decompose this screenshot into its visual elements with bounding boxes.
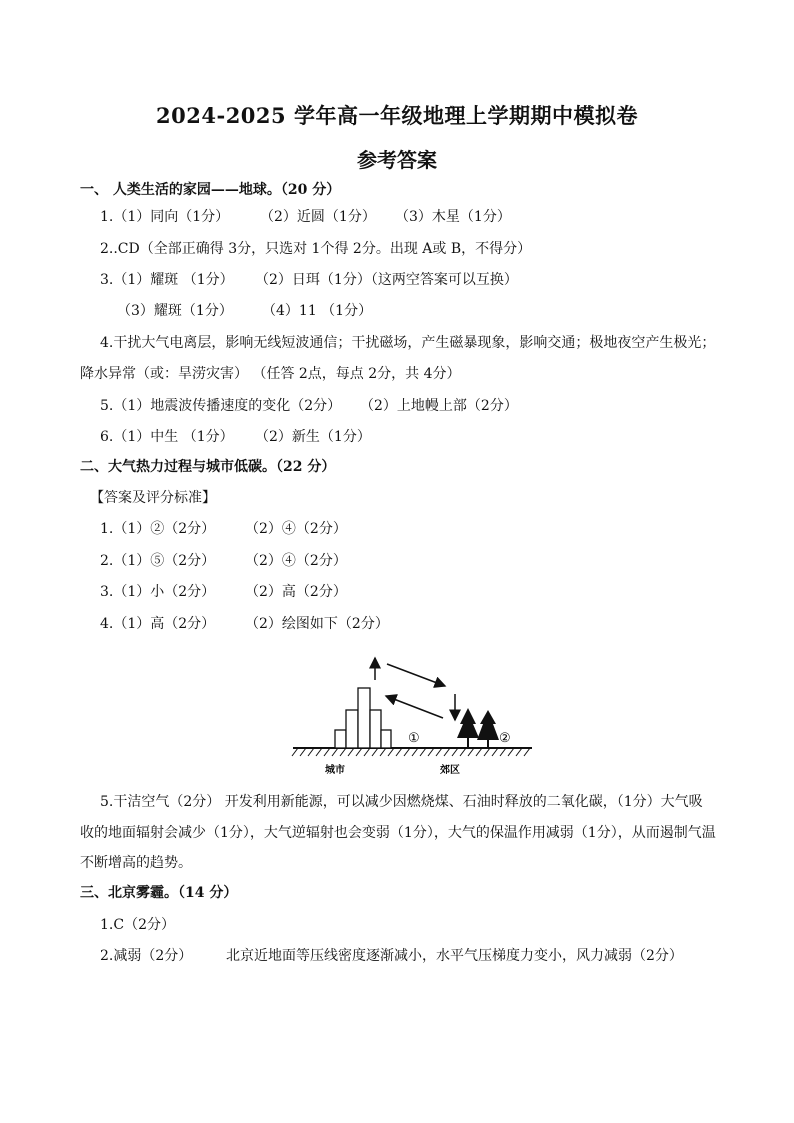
- upper-flow-arrow: [387, 664, 445, 686]
- s3-q2-part1: 2.减弱（2分）: [100, 948, 193, 964]
- s1-q4-line1: 4.干扰大气电离层，影响无线短波通信；干扰磁场，产生磁暴现象，影响交通；极地夜空产生极光；: [100, 335, 716, 351]
- s1-q3-part4: （4）11 （1分）: [262, 303, 373, 319]
- s1-q1-part1: 1.（1）同向（1分）: [100, 209, 230, 225]
- section-1-heading: 一、 人类生活的家园——地球。（20 分）: [80, 182, 341, 198]
- suburb-trees-icon: [457, 708, 499, 748]
- marker-2: ②: [499, 731, 511, 746]
- s2-q5-line1: 5.干洁空气（2分） 开发利用新能源，可以减少因燃烧煤、石油时释放的二氧化碳，（1分）大气吸: [100, 794, 703, 810]
- s1-q1-part3: （3）木星（1分）: [395, 209, 511, 225]
- section-2-heading: 二、大气热力过程与城市低碳。（22 分）: [80, 459, 336, 475]
- s1-q6-part2: （2）新生（1分）: [255, 429, 371, 445]
- s2-q1-part2: （2）④（2分）: [245, 521, 347, 537]
- s3-q2-part2: 北京近地面等压线密度逐渐减小，水平气压梯度力变小，风力减弱（2分）: [226, 948, 683, 964]
- s2-q5-line2: 收的地面辐射会减少（1分），大气逆辐射也会变弱（1分），大气的保温作用减弱（1分），从而遏制气温: [80, 825, 716, 841]
- label-suburb: 郊区: [440, 765, 460, 776]
- section-3-heading: 三、北京雾霾。（14 分）: [80, 885, 238, 901]
- s3-q1: 1.C（2分）: [100, 917, 175, 933]
- s1-q2: 2..CD（全部正确得 3分，只选对 1个得 2分。出现 A或 B，不得分）: [100, 241, 532, 257]
- document-title: 2024-2025 学年高一年级地理上学期期中模拟卷: [156, 103, 638, 128]
- s2-q4-part1: 4.（1）高（2分）: [100, 616, 216, 632]
- heat-island-diagram: [290, 650, 535, 780]
- s1-q5-part1: 5.（1）地震波传播速度的变化（2分）: [100, 398, 342, 414]
- s1-q3-part1: 3.（1）耀斑 （1分）: [100, 272, 234, 288]
- surface-flow-arrow: [386, 696, 443, 718]
- s2-q3-part1: 3.（1）小（2分）: [100, 584, 216, 600]
- s2-q2-part2: （2）④（2分）: [245, 553, 347, 569]
- s2-q4-part2: （2）绘图如下（2分）: [245, 616, 389, 632]
- document-subtitle: 参考答案: [357, 148, 437, 172]
- s1-q1-part2: （2）近圆（1分）: [260, 209, 376, 225]
- s2-q2-part1: 2.（1）⑤（2分）: [100, 553, 216, 569]
- marker-1: ①: [408, 731, 420, 746]
- label-city: 城市: [325, 765, 345, 776]
- s2-q5-line3: 不断增高的趋势。: [80, 855, 192, 871]
- s1-q4-line2: 降水异常（或：旱涝灾害） （任答 2点，每点 2分，共 4分）: [80, 366, 461, 382]
- city-buildings: [335, 688, 391, 748]
- s2-q1-part1: 1.（1）②（2分）: [100, 521, 216, 537]
- s1-q3-part2: （2）日珥（1分）（这两空答案可以互换）: [255, 272, 518, 288]
- ground-line: [292, 748, 532, 756]
- s1-q3-part3: （3）耀斑（1分）: [117, 303, 233, 319]
- scoring-standard-label: 【答案及评分标准】: [90, 490, 216, 506]
- s2-q3-part2: （2）高（2分）: [245, 584, 347, 600]
- s1-q5-part2: （2）上地幔上部（2分）: [360, 398, 518, 414]
- s1-q6-part1: 6.（1）中生 （1分）: [100, 429, 234, 445]
